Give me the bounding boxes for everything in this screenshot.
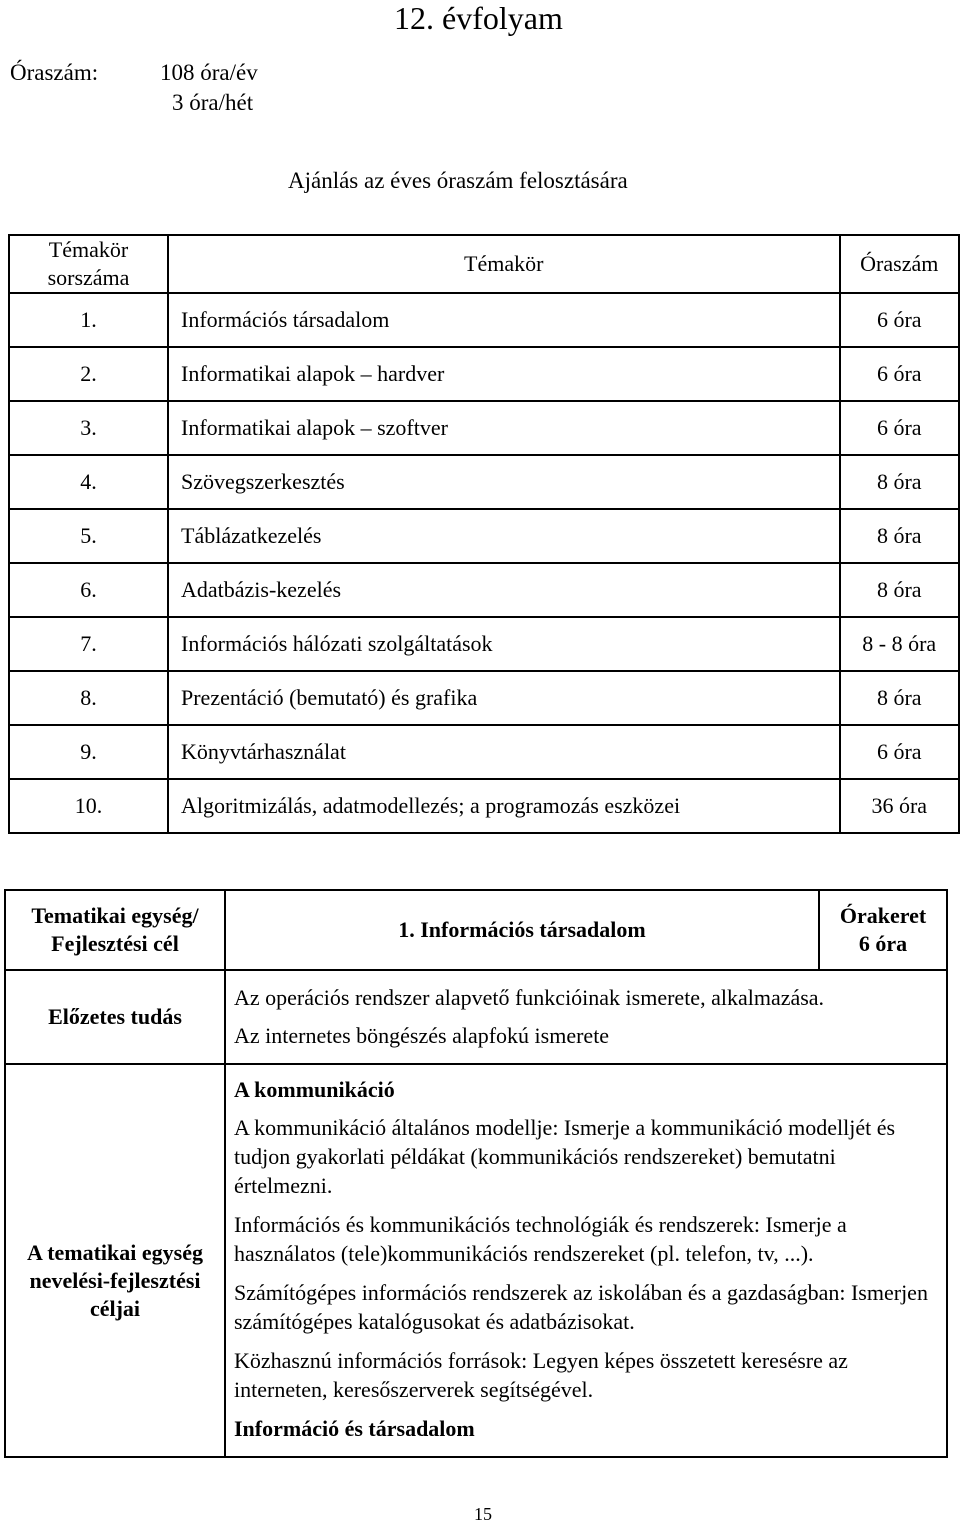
topic-name: Algoritmizálás, adatmodellezés; a programozás eszközei bbox=[168, 779, 840, 833]
unit-table bbox=[4, 889, 948, 1458]
unit-header-row bbox=[5, 890, 947, 970]
topic-row bbox=[9, 671, 959, 725]
goals-paragraph: A kommunikáció általános modellje: Ismerje a kommunikáció modelljét és tudjon gyakorlati példákat (kommunikációs rendszereket) bemutatni értelmezni. bbox=[234, 1115, 896, 1198]
topic-row bbox=[9, 509, 959, 563]
label-prior: Előzetes tudás bbox=[5, 970, 225, 1064]
hours-per-year: 108 óra/év bbox=[160, 60, 258, 85]
label-unit-line2: Fejlesztési cél bbox=[51, 931, 179, 956]
topic-hours: 6 óra bbox=[840, 293, 960, 347]
topic-number: 10. bbox=[9, 779, 168, 833]
topic-name: Informatikai alapok – szoftver bbox=[168, 401, 840, 455]
topic-name: Információs hálózati szolgáltatások bbox=[168, 617, 840, 671]
topic-number: 4. bbox=[9, 455, 168, 509]
topic-hours: 8 óra bbox=[840, 455, 960, 509]
goals-content bbox=[225, 1064, 947, 1457]
topics-table bbox=[8, 234, 960, 834]
goals-heading-communication: A kommunikáció bbox=[234, 1077, 395, 1102]
goals-paragraph: Közhasznú információs források: Legyen képes összetett keresésre az interneten, keresőszerverek segítségével. bbox=[234, 1348, 848, 1402]
recommendation-title: Ajánlás az éves óraszám felosztására bbox=[288, 168, 628, 193]
topic-name: Szövegszerkesztés bbox=[168, 455, 840, 509]
goals-paragraph: Információs és kommunikációs technológiák és rendszerek: Ismerje a használatos (tele)kommunikációs rendszereket (pl. telefon, tv, ...). bbox=[234, 1212, 847, 1266]
topic-number: 1. bbox=[9, 293, 168, 347]
topic-row bbox=[9, 293, 959, 347]
topic-name: Informatikai alapok – hardver bbox=[168, 347, 840, 401]
hours-label: Óraszám: bbox=[10, 60, 99, 85]
topic-row bbox=[9, 455, 959, 509]
topic-hours: 36 óra bbox=[840, 779, 960, 833]
topic-row bbox=[9, 401, 959, 455]
frame-hours: 6 óra bbox=[858, 931, 908, 956]
topic-number: 6. bbox=[9, 563, 168, 617]
prior-line-2: Az internetes böngészés alapfokú ismerete bbox=[234, 1023, 610, 1048]
label-unit-line1: Tematikai egység/ bbox=[31, 903, 199, 928]
topic-name: Prezentáció (bemutató) és grafika bbox=[168, 671, 840, 725]
header-topic: Témakör bbox=[168, 235, 840, 293]
topics-header-row bbox=[9, 235, 959, 293]
hours-per-week: 3 óra/hét bbox=[172, 90, 254, 115]
label-goals bbox=[5, 1064, 225, 1457]
topic-name: Táblázatkezelés bbox=[168, 509, 840, 563]
topic-hours: 6 óra bbox=[840, 401, 960, 455]
label-goals-line2: nevelési-fejlesztési bbox=[29, 1267, 201, 1293]
topic-number: 8. bbox=[9, 671, 168, 725]
grade-title: 12. évfolyam bbox=[394, 0, 563, 36]
frame-hours-cell bbox=[819, 890, 947, 970]
topic-row bbox=[9, 779, 959, 833]
topic-hours: 6 óra bbox=[840, 725, 960, 779]
topic-row bbox=[9, 617, 959, 671]
topic-number: 3. bbox=[9, 401, 168, 455]
topic-hours: 8 óra bbox=[840, 563, 960, 617]
unit-name: 1. Információs társadalom bbox=[225, 890, 819, 970]
header-hours: Óraszám bbox=[840, 235, 960, 293]
topic-number: 9. bbox=[9, 725, 168, 779]
topic-row bbox=[9, 563, 959, 617]
label-goals-line1: A tematikai egység bbox=[27, 1239, 203, 1265]
topic-name: Könyvtárhasználat bbox=[168, 725, 840, 779]
topic-hours: 6 óra bbox=[840, 347, 960, 401]
topic-number: 7. bbox=[9, 617, 168, 671]
goals-row bbox=[5, 1064, 947, 1457]
topic-hours: 8 óra bbox=[840, 671, 960, 725]
prior-knowledge bbox=[225, 970, 947, 1064]
frame-label: Órakeret bbox=[839, 903, 927, 928]
goals-heading-society: Információ és társadalom bbox=[234, 1416, 475, 1441]
topics-body bbox=[9, 293, 959, 833]
topic-name: Információs társadalom bbox=[168, 293, 840, 347]
prior-knowledge-row bbox=[5, 970, 947, 1064]
topic-row bbox=[9, 725, 959, 779]
topic-row bbox=[9, 347, 959, 401]
header-topic-number: Témakör sorszáma bbox=[9, 235, 168, 293]
topic-hours: 8 - 8 óra bbox=[840, 617, 960, 671]
page-number: 15 bbox=[474, 1504, 492, 1524]
prior-line-1: Az operációs rendszer alapvető funkcióinak ismerete, alkalmazása. bbox=[234, 985, 825, 1010]
topic-name: Adatbázis-kezelés bbox=[168, 563, 840, 617]
label-goals-line3: céljai bbox=[89, 1295, 141, 1321]
topic-number: 5. bbox=[9, 509, 168, 563]
goals-paragraph: Számítógépes információs rendszerek az iskolában és a gazdaságban: Ismerjen számítógépes katalógusokat és adatbázisokat. bbox=[234, 1280, 928, 1334]
topic-hours: 8 óra bbox=[840, 509, 960, 563]
label-unit bbox=[5, 890, 225, 970]
topic-number: 2. bbox=[9, 347, 168, 401]
